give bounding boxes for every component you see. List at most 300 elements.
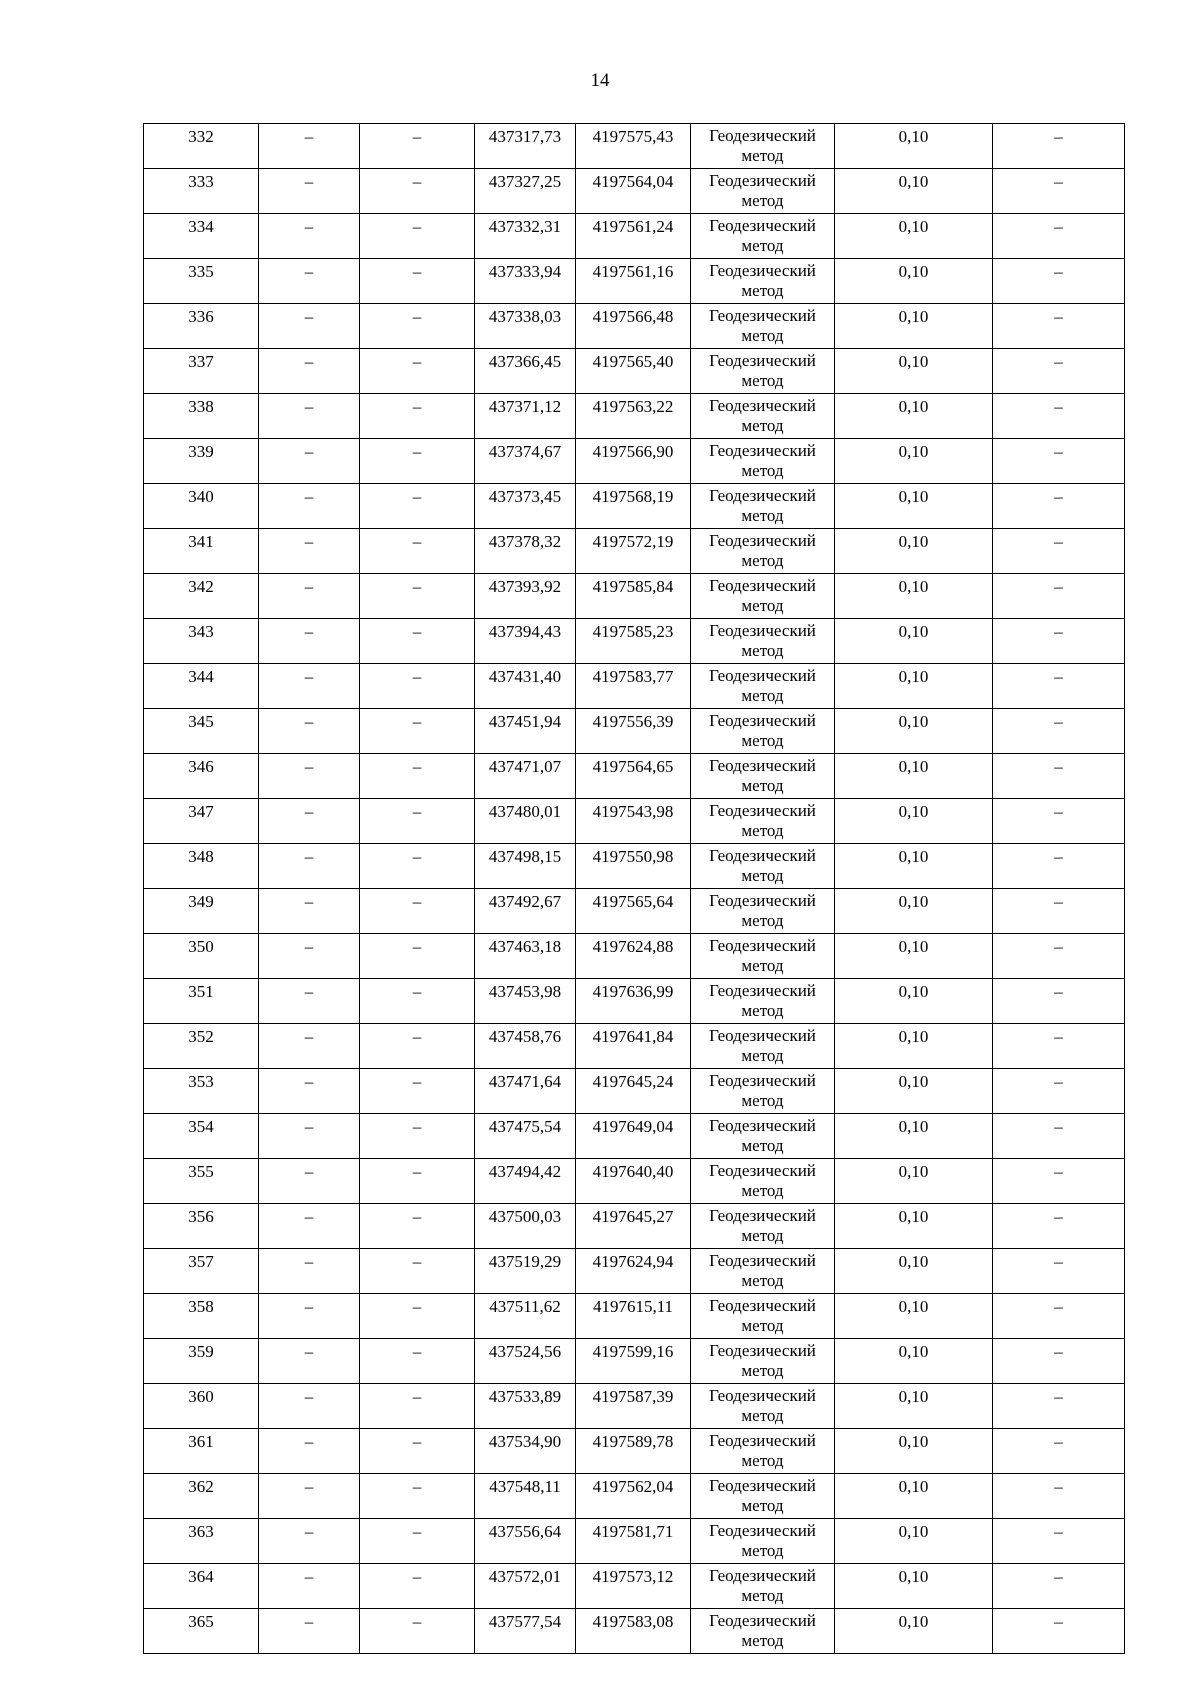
method-line-2: метод: [741, 1586, 784, 1605]
x-coordinate-cell: 437556,64: [475, 1519, 576, 1564]
column-3-cell: –: [360, 1609, 475, 1654]
method-line-1: Геодезический: [709, 1206, 816, 1225]
column-2-cell: –: [259, 1204, 360, 1249]
method-cell: [691, 934, 835, 979]
column-2-cell: –: [259, 1564, 360, 1609]
method-line-2: метод: [741, 776, 784, 795]
point-number-cell: 338: [144, 394, 259, 439]
accuracy-cell: 0,10: [835, 934, 993, 979]
column-8-cell: –: [993, 574, 1125, 619]
column-3-cell: –: [360, 1204, 475, 1249]
column-3-cell: –: [360, 484, 475, 529]
method-line-1: Геодезический: [709, 531, 816, 550]
column-3-cell: –: [360, 1024, 475, 1069]
method-line-1: Геодезический: [709, 1161, 816, 1180]
x-coordinate-cell: 437511,62: [475, 1294, 576, 1339]
x-coordinate-cell: 437494,42: [475, 1159, 576, 1204]
column-2-cell: –: [259, 394, 360, 439]
column-8-cell: –: [993, 1249, 1125, 1294]
column-2-cell: –: [259, 349, 360, 394]
y-coordinate-cell: 4197556,39: [576, 709, 691, 754]
column-3-cell: –: [360, 619, 475, 664]
column-8-cell: –: [993, 1384, 1125, 1429]
method-cell: [691, 1114, 835, 1159]
x-coordinate-cell: 437366,45: [475, 349, 576, 394]
table-row: [144, 1204, 1125, 1249]
x-coordinate-cell: 437524,56: [475, 1339, 576, 1384]
method-line-2: метод: [741, 506, 784, 525]
method-line-2: метод: [741, 416, 784, 435]
column-8-cell: –: [993, 124, 1125, 169]
table-body: [144, 124, 1125, 1654]
method-cell: [691, 304, 835, 349]
accuracy-cell: 0,10: [835, 1429, 993, 1474]
column-8-cell: –: [993, 664, 1125, 709]
method-cell: [691, 1429, 835, 1474]
point-number-cell: 340: [144, 484, 259, 529]
x-coordinate-cell: 437572,01: [475, 1564, 576, 1609]
table-row: [144, 349, 1125, 394]
method-cell: [691, 709, 835, 754]
method-cell: [691, 484, 835, 529]
accuracy-cell: 0,10: [835, 529, 993, 574]
column-2-cell: –: [259, 214, 360, 259]
column-3-cell: –: [360, 1519, 475, 1564]
table-row: [144, 889, 1125, 934]
accuracy-cell: 0,10: [835, 664, 993, 709]
method-cell: [691, 1069, 835, 1114]
method-line-2: метод: [741, 911, 784, 930]
accuracy-cell: 0,10: [835, 619, 993, 664]
column-8-cell: –: [993, 1564, 1125, 1609]
method-line-2: метод: [741, 236, 784, 255]
method-line-1: Геодезический: [709, 171, 816, 190]
page-number: 14: [590, 70, 610, 91]
column-3-cell: –: [360, 1474, 475, 1519]
y-coordinate-cell: 4197543,98: [576, 799, 691, 844]
method-line-2: метод: [741, 821, 784, 840]
column-2-cell: –: [259, 439, 360, 484]
method-line-2: метод: [741, 866, 784, 885]
column-2-cell: –: [259, 1474, 360, 1519]
method-line-2: метод: [741, 371, 784, 390]
method-cell: [691, 754, 835, 799]
method-line-1: Геодезический: [709, 1296, 816, 1315]
column-2-cell: –: [259, 1609, 360, 1654]
table-row: [144, 1114, 1125, 1159]
column-8-cell: –: [993, 799, 1125, 844]
y-coordinate-cell: 4197583,77: [576, 664, 691, 709]
column-8-cell: –: [993, 979, 1125, 1024]
y-coordinate-cell: 4197550,98: [576, 844, 691, 889]
point-number-cell: 352: [144, 1024, 259, 1069]
column-8-cell: –: [993, 889, 1125, 934]
method-line-1: Геодезический: [709, 486, 816, 505]
method-line-1: Геодезический: [709, 1566, 816, 1585]
column-2-cell: –: [259, 799, 360, 844]
point-number-cell: 347: [144, 799, 259, 844]
column-3-cell: –: [360, 214, 475, 259]
method-line-2: метод: [741, 1226, 784, 1245]
table-row: [144, 1429, 1125, 1474]
column-8-cell: –: [993, 1519, 1125, 1564]
x-coordinate-cell: 437519,29: [475, 1249, 576, 1294]
method-cell: [691, 1519, 835, 1564]
point-number-cell: 357: [144, 1249, 259, 1294]
method-cell: [691, 1609, 835, 1654]
column-8-cell: –: [993, 619, 1125, 664]
column-2-cell: –: [259, 574, 360, 619]
x-coordinate-cell: 437378,32: [475, 529, 576, 574]
x-coordinate-cell: 437451,94: [475, 709, 576, 754]
column-2-cell: –: [259, 889, 360, 934]
accuracy-cell: 0,10: [835, 1114, 993, 1159]
column-8-cell: –: [993, 1609, 1125, 1654]
method-cell: [691, 1339, 835, 1384]
method-line-2: метод: [741, 1136, 784, 1155]
column-8-cell: –: [993, 844, 1125, 889]
column-3-cell: –: [360, 304, 475, 349]
method-cell: [691, 889, 835, 934]
column-3-cell: –: [360, 259, 475, 304]
method-line-1: Геодезический: [709, 441, 816, 460]
method-line-2: метод: [741, 641, 784, 660]
y-coordinate-cell: 4197561,16: [576, 259, 691, 304]
y-coordinate-cell: 4197581,71: [576, 1519, 691, 1564]
x-coordinate-cell: 437394,43: [475, 619, 576, 664]
y-coordinate-cell: 4197615,11: [576, 1294, 691, 1339]
column-2-cell: –: [259, 1339, 360, 1384]
point-number-cell: 362: [144, 1474, 259, 1519]
x-coordinate-cell: 437373,45: [475, 484, 576, 529]
accuracy-cell: 0,10: [835, 1339, 993, 1384]
table-row: [144, 754, 1125, 799]
y-coordinate-cell: 4197641,84: [576, 1024, 691, 1069]
column-2-cell: –: [259, 1024, 360, 1069]
accuracy-cell: 0,10: [835, 439, 993, 484]
column-2-cell: –: [259, 259, 360, 304]
column-8-cell: –: [993, 1114, 1125, 1159]
column-3-cell: –: [360, 709, 475, 754]
column-3-cell: –: [360, 664, 475, 709]
point-number-cell: 356: [144, 1204, 259, 1249]
y-coordinate-cell: 4197599,16: [576, 1339, 691, 1384]
method-cell: [691, 1249, 835, 1294]
column-2-cell: –: [259, 709, 360, 754]
accuracy-cell: 0,10: [835, 754, 993, 799]
method-cell: [691, 214, 835, 259]
point-number-cell: 364: [144, 1564, 259, 1609]
point-number-cell: 365: [144, 1609, 259, 1654]
y-coordinate-cell: 4197566,48: [576, 304, 691, 349]
x-coordinate-cell: 437471,64: [475, 1069, 576, 1114]
method-line-1: Геодезический: [709, 1431, 816, 1450]
method-line-1: Геодезический: [709, 711, 816, 730]
column-3-cell: –: [360, 1114, 475, 1159]
accuracy-cell: 0,10: [835, 1294, 993, 1339]
accuracy-cell: 0,10: [835, 1024, 993, 1069]
column-2-cell: –: [259, 1159, 360, 1204]
column-2-cell: –: [259, 1519, 360, 1564]
table-row: [144, 439, 1125, 484]
column-8-cell: –: [993, 304, 1125, 349]
point-number-cell: 337: [144, 349, 259, 394]
accuracy-cell: 0,10: [835, 214, 993, 259]
column-8-cell: –: [993, 214, 1125, 259]
method-line-2: метод: [741, 1316, 784, 1335]
point-number-cell: 336: [144, 304, 259, 349]
x-coordinate-cell: 437548,11: [475, 1474, 576, 1519]
table-row: [144, 1384, 1125, 1429]
table-row: [144, 259, 1125, 304]
method-cell: [691, 394, 835, 439]
x-coordinate-cell: 437480,01: [475, 799, 576, 844]
method-line-2: метод: [741, 461, 784, 480]
method-line-1: Геодезический: [709, 891, 816, 910]
column-8-cell: –: [993, 934, 1125, 979]
point-number-cell: 355: [144, 1159, 259, 1204]
y-coordinate-cell: 4197565,40: [576, 349, 691, 394]
accuracy-cell: 0,10: [835, 799, 993, 844]
x-coordinate-cell: 437338,03: [475, 304, 576, 349]
method-line-2: метод: [741, 551, 784, 570]
y-coordinate-cell: 4197568,19: [576, 484, 691, 529]
column-2-cell: –: [259, 169, 360, 214]
accuracy-cell: 0,10: [835, 1384, 993, 1429]
point-number-cell: 360: [144, 1384, 259, 1429]
x-coordinate-cell: 437374,67: [475, 439, 576, 484]
column-8-cell: –: [993, 169, 1125, 214]
method-cell: [691, 979, 835, 1024]
method-line-2: метод: [741, 1451, 784, 1470]
x-coordinate-cell: 437371,12: [475, 394, 576, 439]
method-line-1: Геодезический: [709, 396, 816, 415]
point-number-cell: 354: [144, 1114, 259, 1159]
point-number-cell: 339: [144, 439, 259, 484]
method-line-1: Геодезический: [709, 801, 816, 820]
method-line-1: Геодезический: [709, 261, 816, 280]
accuracy-cell: 0,10: [835, 394, 993, 439]
accuracy-cell: 0,10: [835, 304, 993, 349]
column-8-cell: –: [993, 1474, 1125, 1519]
x-coordinate-cell: 437431,40: [475, 664, 576, 709]
method-line-1: Геодезический: [709, 1341, 816, 1360]
x-coordinate-cell: 437500,03: [475, 1204, 576, 1249]
point-number-cell: 359: [144, 1339, 259, 1384]
method-line-2: метод: [741, 596, 784, 615]
method-line-2: метод: [741, 1406, 784, 1425]
column-2-cell: –: [259, 979, 360, 1024]
column-3-cell: –: [360, 799, 475, 844]
accuracy-cell: 0,10: [835, 1249, 993, 1294]
table-row: [144, 664, 1125, 709]
table-row: [144, 124, 1125, 169]
point-number-cell: 351: [144, 979, 259, 1024]
table-row: [144, 1474, 1125, 1519]
method-cell: [691, 619, 835, 664]
column-8-cell: –: [993, 754, 1125, 799]
y-coordinate-cell: 4197649,04: [576, 1114, 691, 1159]
method-line-2: метод: [741, 1496, 784, 1515]
method-line-1: Геодезический: [709, 126, 816, 145]
column-2-cell: –: [259, 1249, 360, 1294]
column-3-cell: –: [360, 124, 475, 169]
x-coordinate-cell: 437327,25: [475, 169, 576, 214]
accuracy-cell: 0,10: [835, 709, 993, 754]
method-line-2: метод: [741, 326, 784, 345]
column-3-cell: –: [360, 1384, 475, 1429]
column-8-cell: –: [993, 394, 1125, 439]
column-3-cell: –: [360, 754, 475, 799]
column-2-cell: –: [259, 304, 360, 349]
accuracy-cell: 0,10: [835, 484, 993, 529]
accuracy-cell: 0,10: [835, 1069, 993, 1114]
accuracy-cell: 0,10: [835, 124, 993, 169]
y-coordinate-cell: 4197587,39: [576, 1384, 691, 1429]
column-3-cell: –: [360, 169, 475, 214]
column-8-cell: –: [993, 1339, 1125, 1384]
method-line-1: Геодезический: [709, 216, 816, 235]
y-coordinate-cell: 4197573,12: [576, 1564, 691, 1609]
method-cell: [691, 574, 835, 619]
column-2-cell: –: [259, 124, 360, 169]
x-coordinate-cell: 437458,76: [475, 1024, 576, 1069]
accuracy-cell: 0,10: [835, 889, 993, 934]
column-2-cell: –: [259, 619, 360, 664]
method-line-1: Геодезический: [709, 1476, 816, 1495]
table-row: [144, 979, 1125, 1024]
point-number-cell: 346: [144, 754, 259, 799]
method-cell: [691, 1474, 835, 1519]
column-3-cell: –: [360, 934, 475, 979]
table-row: [144, 799, 1125, 844]
column-8-cell: –: [993, 529, 1125, 574]
method-line-1: Геодезический: [709, 846, 816, 865]
method-line-2: метод: [741, 1181, 784, 1200]
y-coordinate-cell: 4197575,43: [576, 124, 691, 169]
column-3-cell: –: [360, 979, 475, 1024]
column-3-cell: –: [360, 394, 475, 439]
table-row: [144, 1294, 1125, 1339]
table-row: [144, 1069, 1125, 1114]
method-cell: [691, 1159, 835, 1204]
y-coordinate-cell: 4197624,94: [576, 1249, 691, 1294]
accuracy-cell: 0,10: [835, 1609, 993, 1654]
method-line-1: Геодезический: [709, 981, 816, 1000]
table-row: [144, 1159, 1125, 1204]
method-cell: [691, 259, 835, 304]
y-coordinate-cell: 4197636,99: [576, 979, 691, 1024]
method-line-1: Геодезический: [709, 1071, 816, 1090]
x-coordinate-cell: 437577,54: [475, 1609, 576, 1654]
table-row: [144, 709, 1125, 754]
y-coordinate-cell: 4197645,24: [576, 1069, 691, 1114]
method-line-1: Геодезический: [709, 1386, 816, 1405]
x-coordinate-cell: 437471,07: [475, 754, 576, 799]
table-row: [144, 934, 1125, 979]
table-row: [144, 169, 1125, 214]
method-cell: [691, 124, 835, 169]
column-8-cell: –: [993, 1294, 1125, 1339]
y-coordinate-cell: 4197645,27: [576, 1204, 691, 1249]
column-8-cell: –: [993, 1159, 1125, 1204]
method-line-1: Геодезический: [709, 1521, 816, 1540]
column-8-cell: –: [993, 349, 1125, 394]
column-2-cell: –: [259, 529, 360, 574]
column-8-cell: –: [993, 1204, 1125, 1249]
point-number-cell: 343: [144, 619, 259, 664]
y-coordinate-cell: 4197640,40: [576, 1159, 691, 1204]
method-cell: [691, 169, 835, 214]
table-row: [144, 304, 1125, 349]
y-coordinate-cell: 4197585,84: [576, 574, 691, 619]
column-2-cell: –: [259, 1384, 360, 1429]
y-coordinate-cell: 4197564,65: [576, 754, 691, 799]
coordinates-table: [143, 123, 1125, 1654]
x-coordinate-cell: 437492,67: [475, 889, 576, 934]
y-coordinate-cell: 4197566,90: [576, 439, 691, 484]
method-cell: [691, 1024, 835, 1069]
y-coordinate-cell: 4197564,04: [576, 169, 691, 214]
column-3-cell: –: [360, 1159, 475, 1204]
table-row: [144, 574, 1125, 619]
method-line-1: Геодезический: [709, 621, 816, 640]
column-3-cell: –: [360, 529, 475, 574]
method-line-2: метод: [741, 1091, 784, 1110]
method-cell: [691, 1384, 835, 1429]
method-cell: [691, 799, 835, 844]
column-2-cell: –: [259, 934, 360, 979]
method-line-2: метод: [741, 1631, 784, 1650]
y-coordinate-cell: 4197589,78: [576, 1429, 691, 1474]
accuracy-cell: 0,10: [835, 259, 993, 304]
method-cell: [691, 1204, 835, 1249]
column-3-cell: –: [360, 889, 475, 934]
column-8-cell: –: [993, 1429, 1125, 1474]
column-8-cell: –: [993, 709, 1125, 754]
point-number-cell: 333: [144, 169, 259, 214]
column-2-cell: –: [259, 844, 360, 889]
point-number-cell: 358: [144, 1294, 259, 1339]
column-3-cell: –: [360, 574, 475, 619]
method-line-1: Геодезический: [709, 666, 816, 685]
table-row: [144, 1024, 1125, 1069]
column-3-cell: –: [360, 1564, 475, 1609]
point-number-cell: 344: [144, 664, 259, 709]
point-number-cell: 335: [144, 259, 259, 304]
column-3-cell: –: [360, 844, 475, 889]
point-number-cell: 332: [144, 124, 259, 169]
table-row: [144, 1519, 1125, 1564]
column-3-cell: –: [360, 1069, 475, 1114]
accuracy-cell: 0,10: [835, 349, 993, 394]
table-row: [144, 1249, 1125, 1294]
method-line-1: Геодезический: [709, 576, 816, 595]
table-row: [144, 484, 1125, 529]
y-coordinate-cell: 4197565,64: [576, 889, 691, 934]
method-line-2: метод: [741, 1271, 784, 1290]
method-line-2: метод: [741, 686, 784, 705]
method-line-2: метод: [741, 1046, 784, 1065]
x-coordinate-cell: 437534,90: [475, 1429, 576, 1474]
method-line-1: Геодезический: [709, 351, 816, 370]
column-2-cell: –: [259, 484, 360, 529]
method-line-1: Геодезический: [709, 1026, 816, 1045]
accuracy-cell: 0,10: [835, 1519, 993, 1564]
x-coordinate-cell: 437453,98: [475, 979, 576, 1024]
x-coordinate-cell: 437475,54: [475, 1114, 576, 1159]
column-8-cell: –: [993, 259, 1125, 304]
